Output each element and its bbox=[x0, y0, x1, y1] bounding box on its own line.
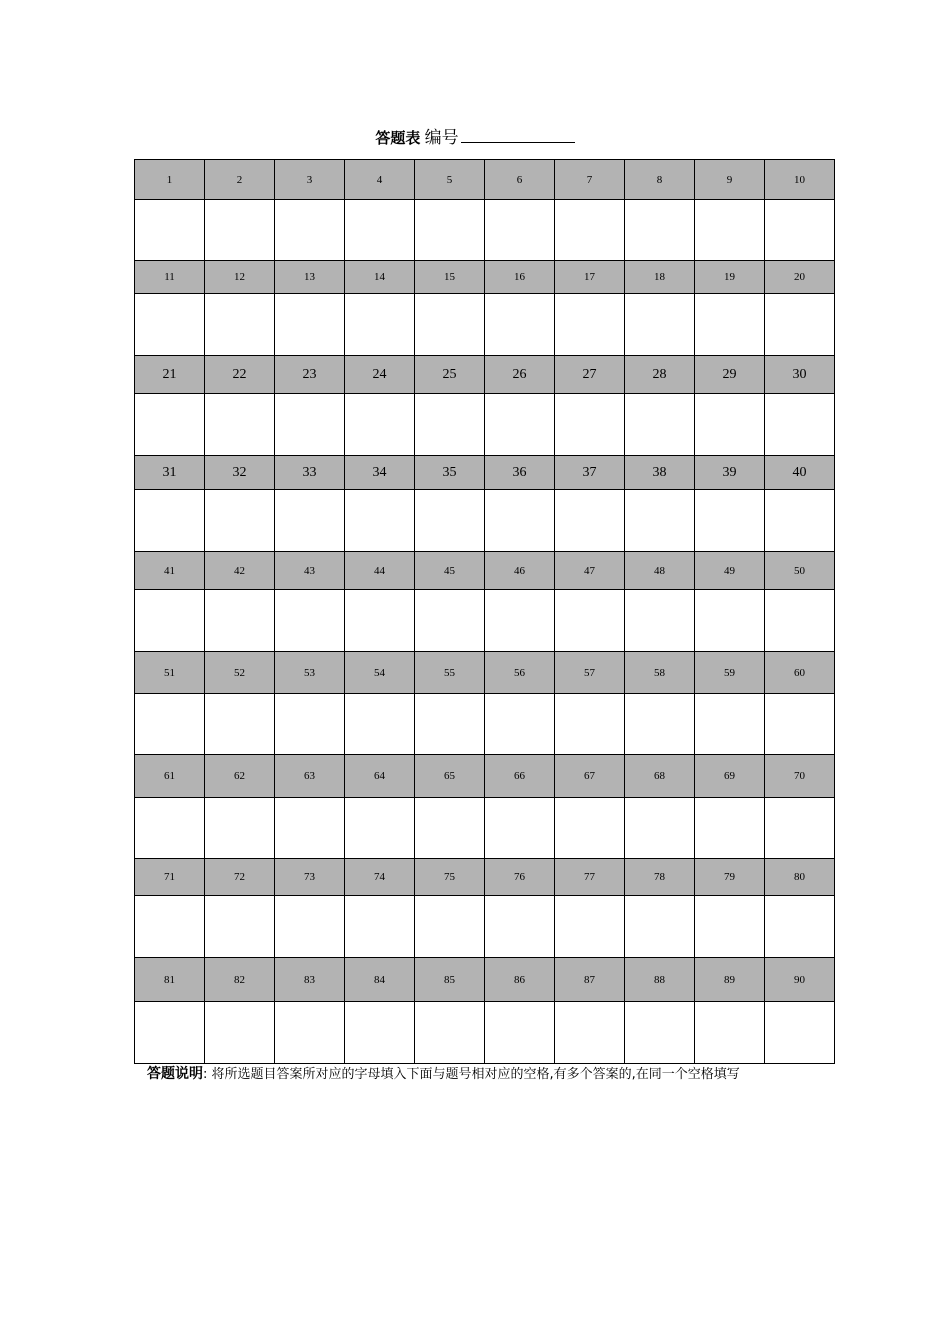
question-number-cell: 89 bbox=[695, 958, 765, 1002]
question-number-cell: 9 bbox=[695, 160, 765, 200]
answer-row bbox=[135, 200, 835, 261]
question-number-cell: 87 bbox=[555, 958, 625, 1002]
question-number-cell: 39 bbox=[695, 456, 765, 490]
question-number-cell: 32 bbox=[205, 456, 275, 490]
question-number-row bbox=[135, 456, 835, 490]
answer-cell[interactable] bbox=[415, 798, 485, 859]
answer-cell[interactable] bbox=[625, 200, 695, 261]
answer-cell[interactable] bbox=[135, 394, 205, 456]
answer-cell[interactable] bbox=[345, 394, 415, 456]
question-number-cell: 40 bbox=[765, 456, 835, 490]
answer-cell[interactable] bbox=[625, 694, 695, 755]
question-number-cell: 59 bbox=[695, 652, 765, 694]
instructions-label: 答题说明 bbox=[147, 1066, 203, 1082]
question-number-cell: 14 bbox=[345, 261, 415, 294]
answer-cell[interactable] bbox=[765, 200, 835, 261]
answer-cell[interactable] bbox=[275, 394, 345, 456]
answer-cell[interactable] bbox=[205, 394, 275, 456]
answer-cell[interactable] bbox=[135, 590, 205, 652]
question-number-cell: 45 bbox=[415, 552, 485, 590]
answer-cell[interactable] bbox=[555, 590, 625, 652]
question-number-cell: 75 bbox=[415, 859, 485, 896]
question-number-cell: 71 bbox=[135, 859, 205, 896]
answer-cell[interactable] bbox=[625, 294, 695, 356]
answer-cell[interactable] bbox=[415, 200, 485, 261]
answer-cell[interactable] bbox=[695, 694, 765, 755]
question-number-cell: 8 bbox=[625, 160, 695, 200]
answer-cell[interactable] bbox=[485, 294, 555, 356]
answer-cell[interactable] bbox=[695, 1002, 765, 1064]
answer-cell[interactable] bbox=[555, 394, 625, 456]
answer-cell[interactable] bbox=[555, 896, 625, 958]
answer-cell[interactable] bbox=[205, 896, 275, 958]
answer-cell[interactable] bbox=[135, 798, 205, 859]
answer-row bbox=[135, 394, 835, 456]
answer-cell[interactable] bbox=[555, 1002, 625, 1064]
question-number-cell: 51 bbox=[135, 652, 205, 694]
question-number-cell: 1 bbox=[135, 160, 205, 200]
answer-cell[interactable] bbox=[485, 896, 555, 958]
title-answer-sheet: 答题表 bbox=[375, 129, 421, 147]
question-number-cell: 85 bbox=[415, 958, 485, 1002]
question-number-cell: 42 bbox=[205, 552, 275, 590]
answer-cell[interactable] bbox=[695, 590, 765, 652]
answer-cell[interactable] bbox=[205, 694, 275, 755]
question-number-cell: 67 bbox=[555, 755, 625, 798]
question-number-cell: 84 bbox=[345, 958, 415, 1002]
answer-cell[interactable] bbox=[205, 590, 275, 652]
answer-cell[interactable] bbox=[345, 798, 415, 859]
question-number-cell: 20 bbox=[765, 261, 835, 294]
question-number-cell: 90 bbox=[765, 958, 835, 1002]
answer-cell[interactable] bbox=[205, 294, 275, 356]
question-number-cell: 60 bbox=[765, 652, 835, 694]
page-title bbox=[0, 124, 950, 150]
answer-cell[interactable] bbox=[765, 590, 835, 652]
question-number-cell: 5 bbox=[415, 160, 485, 200]
answer-cell[interactable] bbox=[415, 490, 485, 552]
question-number-cell: 38 bbox=[625, 456, 695, 490]
question-number-cell: 34 bbox=[345, 456, 415, 490]
question-number-row bbox=[135, 261, 835, 294]
question-number-cell: 81 bbox=[135, 958, 205, 1002]
answer-row bbox=[135, 798, 835, 859]
question-number-cell: 55 bbox=[415, 652, 485, 694]
answer-cell[interactable] bbox=[275, 590, 345, 652]
answer-cell[interactable] bbox=[205, 798, 275, 859]
question-number-row bbox=[135, 160, 835, 200]
question-number-cell: 17 bbox=[555, 261, 625, 294]
question-number-cell: 7 bbox=[555, 160, 625, 200]
question-number-cell: 44 bbox=[345, 552, 415, 590]
question-number-cell: 72 bbox=[205, 859, 275, 896]
question-number-cell: 47 bbox=[555, 552, 625, 590]
answer-cell[interactable] bbox=[625, 798, 695, 859]
question-number-cell: 28 bbox=[625, 356, 695, 394]
answer-cell[interactable] bbox=[555, 798, 625, 859]
answer-cell[interactable] bbox=[345, 200, 415, 261]
answer-cell[interactable] bbox=[135, 490, 205, 552]
question-number-cell: 64 bbox=[345, 755, 415, 798]
answer-cell[interactable] bbox=[625, 1002, 695, 1064]
question-number-cell: 79 bbox=[695, 859, 765, 896]
answer-row bbox=[135, 1002, 835, 1064]
question-number-cell: 86 bbox=[485, 958, 555, 1002]
question-number-cell: 37 bbox=[555, 456, 625, 490]
question-number-cell: 27 bbox=[555, 356, 625, 394]
question-number-cell: 77 bbox=[555, 859, 625, 896]
answer-row bbox=[135, 896, 835, 958]
question-number-cell: 49 bbox=[695, 552, 765, 590]
answer-row bbox=[135, 294, 835, 356]
question-number-cell: 12 bbox=[205, 261, 275, 294]
question-number-cell: 54 bbox=[345, 652, 415, 694]
question-number-cell: 10 bbox=[765, 160, 835, 200]
question-number-cell: 30 bbox=[765, 356, 835, 394]
question-number-cell: 57 bbox=[555, 652, 625, 694]
answer-cell[interactable] bbox=[345, 694, 415, 755]
question-number-row bbox=[135, 652, 835, 694]
question-number-cell: 56 bbox=[485, 652, 555, 694]
question-number-cell: 13 bbox=[275, 261, 345, 294]
answer-cell[interactable] bbox=[625, 590, 695, 652]
question-number-cell: 53 bbox=[275, 652, 345, 694]
question-number-cell: 18 bbox=[625, 261, 695, 294]
question-number-cell: 66 bbox=[485, 755, 555, 798]
question-number-cell: 61 bbox=[135, 755, 205, 798]
question-number-cell: 73 bbox=[275, 859, 345, 896]
answer-cell[interactable] bbox=[415, 896, 485, 958]
answer-cell[interactable] bbox=[695, 394, 765, 456]
question-number-cell: 88 bbox=[625, 958, 695, 1002]
answer-cell[interactable] bbox=[275, 798, 345, 859]
answer-row bbox=[135, 490, 835, 552]
question-number-cell: 33 bbox=[275, 456, 345, 490]
title-serial-label: 编号 bbox=[424, 128, 459, 148]
question-number-cell: 4 bbox=[345, 160, 415, 200]
answer-cell[interactable] bbox=[345, 294, 415, 356]
answer-cell[interactable] bbox=[415, 394, 485, 456]
question-number-cell: 80 bbox=[765, 859, 835, 896]
question-number-cell: 3 bbox=[275, 160, 345, 200]
answer-cell[interactable] bbox=[275, 294, 345, 356]
question-number-cell: 29 bbox=[695, 356, 765, 394]
instructions-note bbox=[147, 1064, 740, 1085]
answer-cell[interactable] bbox=[555, 294, 625, 356]
answer-cell[interactable] bbox=[345, 590, 415, 652]
answer-cell[interactable] bbox=[275, 694, 345, 755]
answer-cell[interactable] bbox=[625, 490, 695, 552]
question-number-cell: 15 bbox=[415, 261, 485, 294]
question-number-cell: 11 bbox=[135, 261, 205, 294]
answer-cell[interactable] bbox=[765, 394, 835, 456]
question-number-cell: 65 bbox=[415, 755, 485, 798]
answer-cell[interactable] bbox=[765, 694, 835, 755]
answer-cell[interactable] bbox=[765, 1002, 835, 1064]
answer-cell[interactable] bbox=[555, 694, 625, 755]
answer-cell[interactable] bbox=[555, 200, 625, 261]
question-number-cell: 48 bbox=[625, 552, 695, 590]
answer-cell[interactable] bbox=[135, 896, 205, 958]
answer-cell[interactable] bbox=[345, 896, 415, 958]
answer-cell[interactable] bbox=[485, 798, 555, 859]
question-number-cell: 19 bbox=[695, 261, 765, 294]
answer-cell[interactable] bbox=[415, 590, 485, 652]
answer-cell[interactable] bbox=[275, 1002, 345, 1064]
question-number-cell: 58 bbox=[625, 652, 695, 694]
answer-cell[interactable] bbox=[485, 694, 555, 755]
answer-cell[interactable] bbox=[485, 394, 555, 456]
question-number-cell: 23 bbox=[275, 356, 345, 394]
answer-cell[interactable] bbox=[135, 694, 205, 755]
answer-cell[interactable] bbox=[205, 1002, 275, 1064]
question-number-row bbox=[135, 859, 835, 896]
answer-cell[interactable] bbox=[135, 200, 205, 261]
answer-cell[interactable] bbox=[485, 200, 555, 261]
answer-cell[interactable] bbox=[765, 490, 835, 552]
question-number-cell: 50 bbox=[765, 552, 835, 590]
answer-grid bbox=[134, 159, 835, 1064]
answer-cell[interactable] bbox=[205, 200, 275, 261]
question-number-cell: 6 bbox=[485, 160, 555, 200]
answer-cell[interactable] bbox=[695, 200, 765, 261]
answer-cell[interactable] bbox=[695, 798, 765, 859]
question-number-cell: 70 bbox=[765, 755, 835, 798]
question-number-cell: 62 bbox=[205, 755, 275, 798]
answer-cell[interactable] bbox=[345, 490, 415, 552]
question-number-row bbox=[135, 755, 835, 798]
question-number-cell: 22 bbox=[205, 356, 275, 394]
answer-cell[interactable] bbox=[625, 896, 695, 958]
question-number-row bbox=[135, 356, 835, 394]
question-number-cell: 21 bbox=[135, 356, 205, 394]
question-number-cell: 68 bbox=[625, 755, 695, 798]
answer-cell[interactable] bbox=[625, 394, 695, 456]
question-number-cell: 63 bbox=[275, 755, 345, 798]
answer-cell[interactable] bbox=[765, 798, 835, 859]
answer-cell[interactable] bbox=[205, 490, 275, 552]
answer-cell[interactable] bbox=[485, 1002, 555, 1064]
question-number-cell: 46 bbox=[485, 552, 555, 590]
question-number-cell: 25 bbox=[415, 356, 485, 394]
answer-cell[interactable] bbox=[555, 490, 625, 552]
question-number-cell: 2 bbox=[205, 160, 275, 200]
answer-cell[interactable] bbox=[135, 294, 205, 356]
question-number-cell: 76 bbox=[485, 859, 555, 896]
answer-cell[interactable] bbox=[485, 490, 555, 552]
serial-number-blank[interactable] bbox=[461, 124, 575, 143]
answer-cell[interactable] bbox=[275, 490, 345, 552]
answer-cell[interactable] bbox=[765, 294, 835, 356]
answer-cell[interactable] bbox=[695, 490, 765, 552]
question-number-cell: 74 bbox=[345, 859, 415, 896]
answer-cell[interactable] bbox=[415, 694, 485, 755]
question-number-cell: 36 bbox=[485, 456, 555, 490]
answer-cell[interactable] bbox=[415, 294, 485, 356]
question-number-cell: 26 bbox=[485, 356, 555, 394]
answer-row bbox=[135, 590, 835, 652]
answer-cell[interactable] bbox=[345, 1002, 415, 1064]
question-number-cell: 83 bbox=[275, 958, 345, 1002]
answer-cell[interactable] bbox=[695, 294, 765, 356]
question-number-cell: 35 bbox=[415, 456, 485, 490]
answer-cell[interactable] bbox=[275, 200, 345, 261]
answer-cell[interactable] bbox=[135, 1002, 205, 1064]
answer-row bbox=[135, 694, 835, 755]
instructions-text: : 将所选题目答案所对应的字母填入下面与题号相对应的空格,有多个答案的,在同一个空格填写 bbox=[203, 1067, 740, 1082]
answer-cell[interactable] bbox=[695, 896, 765, 958]
question-number-cell: 31 bbox=[135, 456, 205, 490]
question-number-cell: 43 bbox=[275, 552, 345, 590]
question-number-cell: 16 bbox=[485, 261, 555, 294]
answer-cell[interactable] bbox=[485, 590, 555, 652]
question-number-cell: 24 bbox=[345, 356, 415, 394]
question-number-cell: 52 bbox=[205, 652, 275, 694]
answer-cell[interactable] bbox=[765, 896, 835, 958]
question-number-row bbox=[135, 552, 835, 590]
question-number-cell: 78 bbox=[625, 859, 695, 896]
answer-grid-body bbox=[135, 160, 835, 1064]
question-number-cell: 82 bbox=[205, 958, 275, 1002]
answer-cell[interactable] bbox=[275, 896, 345, 958]
question-number-row bbox=[135, 958, 835, 1002]
question-number-cell: 69 bbox=[695, 755, 765, 798]
question-number-cell: 41 bbox=[135, 552, 205, 590]
answer-cell[interactable] bbox=[415, 1002, 485, 1064]
